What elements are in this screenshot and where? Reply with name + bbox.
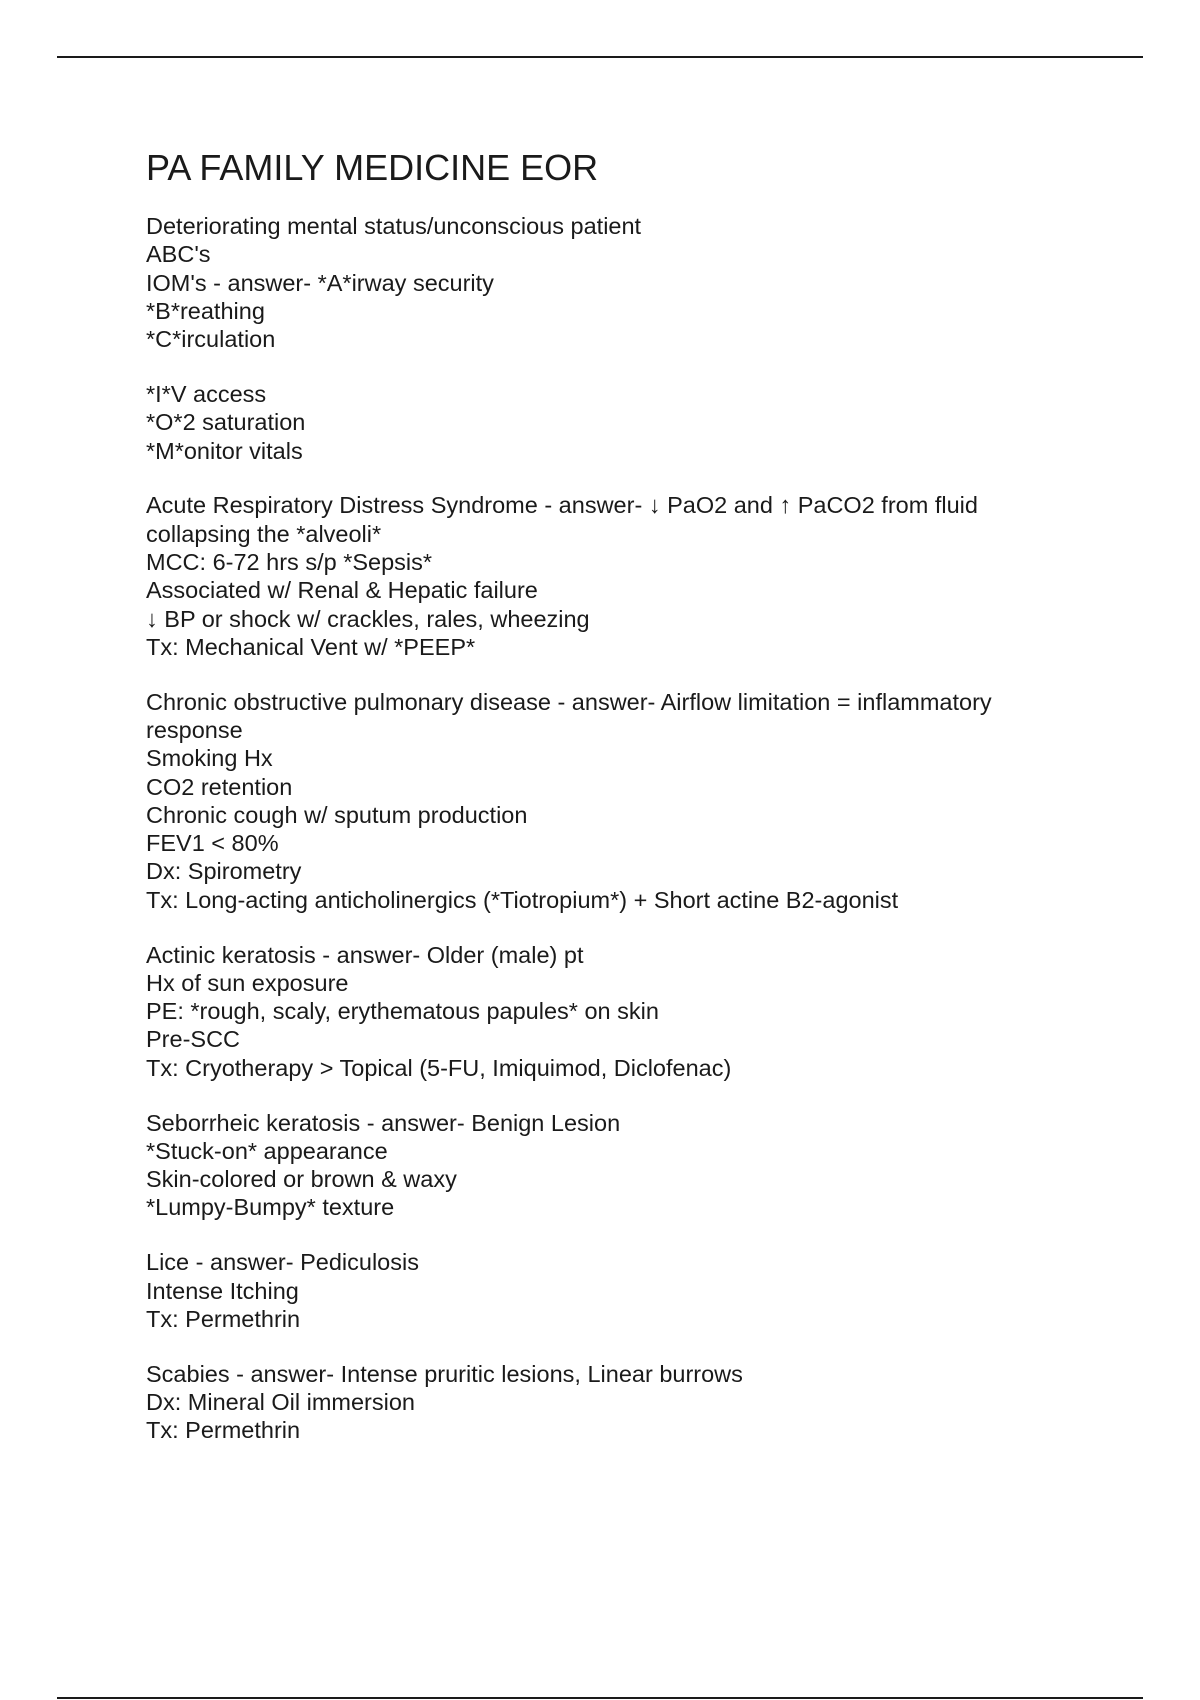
entries-list (146, 212, 1086, 1444)
note-entry (146, 1360, 1086, 1445)
entry-line: response (146, 716, 243, 743)
document-body (146, 146, 1086, 1471)
note-entry (146, 688, 1086, 914)
document-title: PA FAMILY MEDICINE EOR (146, 147, 599, 188)
entry-line: *Stuck-on* appearance (146, 1137, 388, 1164)
entry-line: *Lumpy-Bumpy* texture (146, 1194, 395, 1221)
entry-line: FEV1 < 80% (146, 830, 279, 857)
entry-line: ABC's (146, 241, 211, 268)
note-entry (146, 1109, 1086, 1222)
top-divider (57, 56, 1143, 58)
entry-line: Skin-colored or brown & waxy (146, 1166, 457, 1193)
entry-heading-line: Seborrheic keratosis - answer- Benign Lesion (146, 1109, 621, 1136)
entry-line: *O*2 saturation (146, 409, 306, 436)
note-entry (146, 212, 1086, 353)
note-entry (146, 1248, 1086, 1333)
entry-line: Tx: Permethrin (146, 1417, 301, 1444)
entry-line: Pre-SCC (146, 1026, 241, 1053)
entry-line: Chronic cough w/ sputum production (146, 801, 528, 828)
entry-line: ↓ BP or shock w/ crackles, rales, wheezing (146, 605, 590, 632)
entry-line: Tx: Long-acting anticholinergics (*Tiotropium*) + Short actine B2-agonist (146, 886, 899, 913)
entry-heading-line: *I*V access (146, 380, 267, 407)
entry-line: Hx of sun exposure (146, 969, 349, 996)
note-entry (146, 491, 1086, 661)
entry-line: *M*onitor vitals (146, 437, 303, 464)
entry-line: collapsing the *alveoli* (146, 520, 382, 547)
entry-heading-line: Scabies - answer- Intense pruritic lesions, Linear burrows (146, 1360, 743, 1387)
entry-line: Dx: Mineral Oil immersion (146, 1388, 415, 1415)
entry-line: Dx: Spirometry (146, 858, 302, 885)
entry-line: Smoking Hx (146, 745, 273, 772)
entry-heading-line: Actinic keratosis - answer- Older (male) pt (146, 941, 584, 968)
entry-heading-line: Lice - answer- Pediculosis (146, 1249, 419, 1276)
entry-line: CO2 retention (146, 773, 293, 800)
entry-line: Associated w/ Renal & Hepatic failure (146, 577, 538, 604)
entry-line: Tx: Cryotherapy > Topical (5-FU, Imiquimod, Diclofenac) (146, 1054, 732, 1081)
entry-line: Intense Itching (146, 1277, 299, 1304)
note-entry (146, 380, 1086, 465)
entry-line: *C*irculation (146, 326, 276, 353)
entry-line: Tx: Mechanical Vent w/ *PEEP* (146, 633, 476, 660)
bottom-divider (57, 1697, 1143, 1699)
entry-line: PE: *rough, scaly, erythematous papules* on skin (146, 998, 659, 1025)
entry-line: MCC: 6-72 hrs s/p *Sepsis* (146, 548, 433, 575)
entry-line: IOM's - answer- *A*irway security (146, 269, 494, 296)
note-entry (146, 941, 1086, 1082)
entry-heading-line: Chronic obstructive pulmonary disease - answer- Airflow limitation = inflammatory (146, 688, 992, 715)
entry-heading-line: Deteriorating mental status/unconscious patient (146, 213, 642, 239)
entry-line: *B*reathing (146, 297, 265, 324)
entry-line: Tx: Permethrin (146, 1305, 301, 1332)
entry-heading-line: Acute Respiratory Distress Syndrome - answer- ↓ PaO2 and ↑ PaCO2 from fluid (146, 492, 978, 519)
